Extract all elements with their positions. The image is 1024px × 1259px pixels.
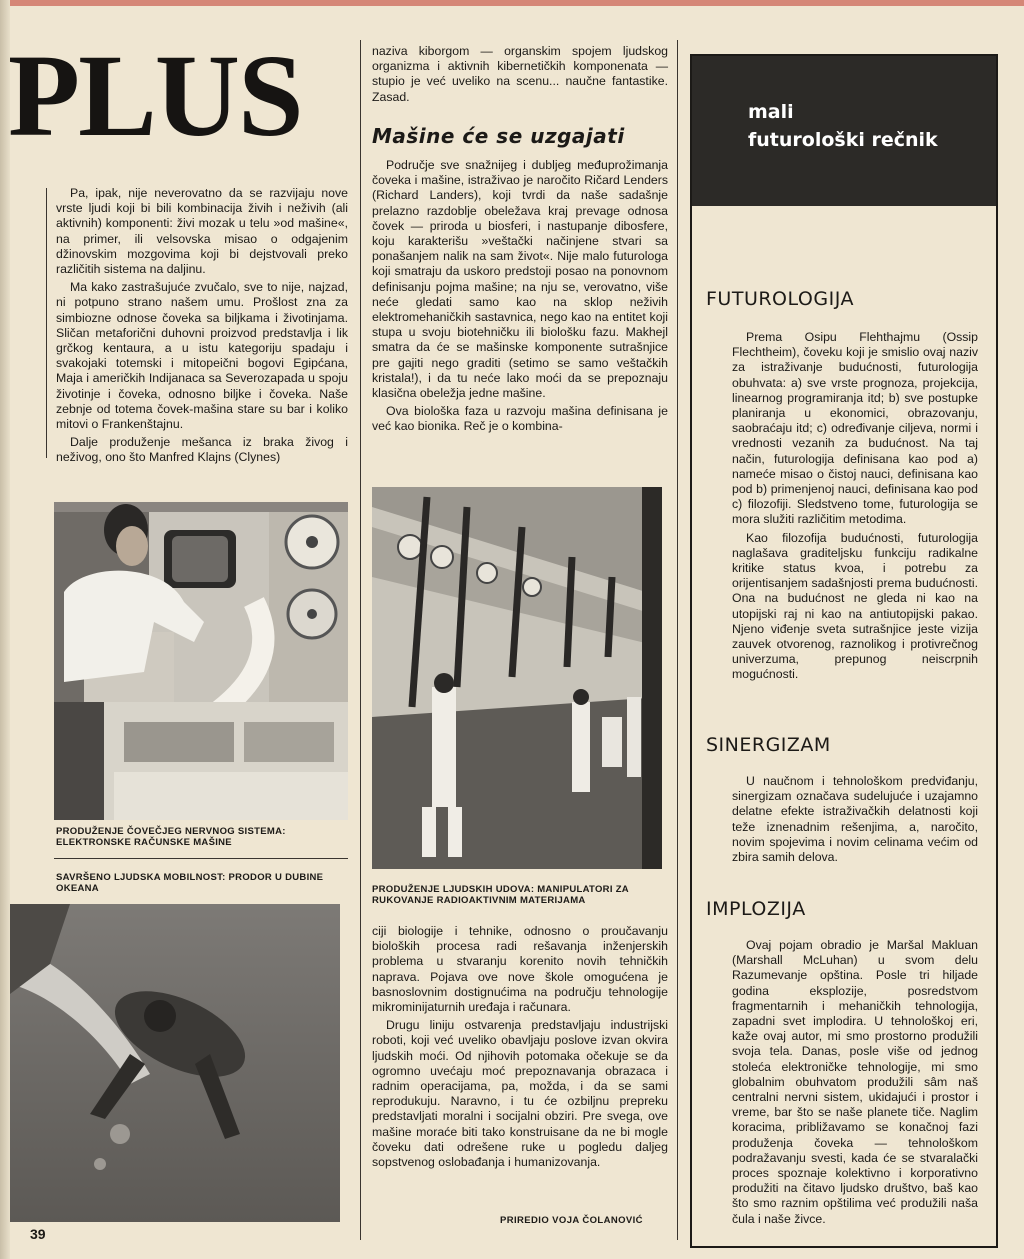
middle-lower-paragraph-1: ciji biologije i tehnike, odnosno o proučavanju bioloških procesa radi rešavanja inženjerskih problema u stvaranju korenito novih tehničkih naprava. Pojava ove nove škole omogućena je basnoslovnim dostignućima na području tehnologije mikrominijaturnih uređaja i računara. [372, 924, 668, 1015]
futurology-glossary-sidebar [690, 54, 998, 1248]
middle-subhead: Mašine će se uzgajati [372, 124, 625, 148]
term-body-implozija [732, 938, 978, 1238]
middle-column-rule [360, 40, 361, 1240]
middle-intro-paragraph: naziva kiborgom — organskim spojem ljudskog organizma i aktivnih kibernetičkih komponenata — stupio je već uveliko na scenu... naučne fantastike. Zasad. [372, 44, 668, 104]
sinergizam-paragraph-1: U naučnom i tehnološkom predviđanju, sinergizam označava sudelujuće i uzajamno delatne efekte istraživačkih delatnosti koji teže iznenadnim rešenjima, a, naročito, novim spojevima i novim celinama većim od zbira samih delova. [732, 774, 978, 865]
top-color-strip [0, 0, 1024, 6]
left-paragraph-3: Dalje produženje mešanca iz braka živog i neživog, ono što Manfred Klajns (Clynes) [56, 435, 348, 465]
middle-upper-text [372, 158, 668, 476]
author-credit: PRIREDIO VOJA ČOLANOVIĆ [500, 1215, 643, 1226]
sidebar-header-line-2: futurološki rečnik [748, 129, 938, 151]
right-column-rule [677, 40, 678, 1240]
futurologija-paragraph-2: Kao filozofija budućnosti, futurologija naglašava graditeljsku funkciju radikalne kritike status kvoa, i potrebu za orijentisanjem sadašnjosti prema budućnosti. Ona na budućnost ne gleda ni kao na utopijski raj ni kao na antiutopijski pakao. Njeno viđenje sveta sutrašnjice jeste vizija zauvek otvorenog, raznolikog i protivrečnog univerzuma, prepunog neiscrpnih mogućnosti. [732, 530, 978, 682]
manipulators-image [372, 487, 662, 869]
page-number: 39 [30, 1226, 46, 1242]
implozija-paragraph-1: Ovaj pojam obradio je Maršal Makluan (Marshall McLuhan) u svom delu Razumevanje opština. Posle tri hiljade godina eksplozije, posredstvom fragmentarnih i mehaničkih tehnologija, zapadni svet implodira. U tehnološkoj eri, kaže ovaj autor, mi smo prostorno produžili svoja tela. Danas, posle više od jednog stoleća elektroničke tehnologije, mi smo globalnim obuhvatom produžili sâm naš centralni nervni sistem, ukidajući i prostor i vreme, bar što se naše planete tiče. Naglim koracima, približavamo se konačnoj fazi produženja čoveka — tehnološkom podražavanju svesti, kada će se stvaralački proces spoznaje kolektivno i korporativno produžiti na čitavo ljudsko društvo, baš kao što smo raznim opštilima već produžili naša čula i naše živce. [732, 938, 978, 1226]
caption-divider [54, 858, 348, 859]
masthead: PLUS [8, 40, 302, 152]
left-column-text [56, 186, 348, 498]
photo-computer-operator [54, 502, 348, 820]
caption-manipulators: PRODUŽENJE LJUDSKIH UDOVA: MANIPULATORI ZA RUKOVANJE RADIOAKTIVNIM MATERIJAMA [372, 884, 629, 906]
diver-image [10, 904, 340, 1222]
caption-diver: SAVRŠENO LJUDSKA MOBILNOST: PRODOR U DUBINE OKEANA [56, 872, 324, 894]
page-binding-edge [0, 0, 10, 1259]
middle-intro-text [372, 44, 668, 120]
term-title-futurologija: FUTUROLOGIJA [706, 288, 854, 310]
middle-paragraph-2: Ova biološka faza u razvoju mašina definisana je već kao bionika. Reč je o kombina- [372, 404, 668, 434]
middle-paragraph-1: Područje sve snažnijeg i dubljeg međuprožimanja čoveka i mašine, istraživao je naročito Ričard Lenders (Richard Landers), koji tvrdi da naše sadašnje prelazno razdoblje obeležava kraj prevage odnosa čovek — priroda u biosferi, i nastupanje dibosfere, koju karakterišu »veštački načinjene stvari sa ponašanjem nalik na sam život«. Nije malo futurologa koji smatraju da uskoro predstoji posao na ponovnom definisanju pojma mašine; na nju se, verovatno, više neće gledati samo kao na sklop neživih elektromehaničkih sastavnica, nego kao na entitet koji stupa u svoju biotehničku ili biološku fazu. Makhejl smatra da će se mašinske komponente sutrašnjice pre gajiti nego graditi (setimo se samo veštačkih kristala!), i da tu neće lako moći da se prepoznaju klasična obeležja jedne mašine. [372, 158, 668, 401]
left-paragraph-1: Pa, ipak, nije neverovatno da se razvijaju nove vrste ljudi koji bi bili kombinacija živih i neživih (ali aktivnih) komponenti: živi mozak u telu »od mašine«, na primer, ili velsovska misao o odgajenim džinovskim mozgovima koji bi dejstvovali preko različitih sistema na daljinu. [56, 186, 348, 277]
sidebar-header-line-1: mali [748, 101, 794, 123]
computer-operator-image [54, 502, 348, 820]
photo-diver [10, 904, 340, 1222]
term-title-implozija: IMPLOZIJA [706, 898, 806, 920]
term-body-futurologija [732, 330, 978, 716]
term-body-sinergizam [732, 774, 978, 886]
middle-lower-paragraph-2: Drugu liniju ostvarenja predstavljaju industrijski roboti, koji već uveliko obavljaju poslove izvan okvira ljudskih moći. Od njihovih potomaka očekuje se da ogromno uvećaju moć prepoznavanja obrazaca i radnim operacijama, pa, možda, i da se sami reprodukuju. Naravno, i tu će ozbiljnu prepreku predstavljati moralni i socijalni obziri. Pre svega, ove mašine moraće biti tako konstruisane da ne bi mogle čoveku dati odrešene ruke u pogledu daljeg sopstvenog oslobađanja i humanizovanja. [372, 1018, 668, 1170]
futurologija-paragraph-1: Prema Osipu Flehthajmu (Ossip Flechtheim), čoveku koji je smislio ovaj naziv za istraživanje budućnosti, futurologija obuhvata: a) sve vrste prognoza, projekcija, linearnog programiranja itd; b) sve postupke planiranja u ekonomici, obrazovanju, saobraćaju itd; c) određivanje ciljeva, normi i vrednosti vezanih za budućnost. Na taj način, futurologija definisana kao pod a) nameće misao o čistoj nauci, definisana kao pod b) primenjenoj nauci, definisana kao pod c) filozofiji. Sledstveno tome, futurologija se mora služiti različitim metodima. [732, 330, 978, 527]
middle-lower-text [372, 924, 668, 1212]
term-title-sinergizam: SINERGIZAM [706, 734, 831, 756]
left-column-rule [46, 188, 47, 458]
caption-computer: PRODUŽENJE ČOVEČJEG NERVNOG SISTEMA: ELEKTRONSKE RAČUNSKE MAŠINE [56, 826, 286, 848]
sidebar-header [692, 56, 996, 206]
photo-manipulators [372, 487, 662, 869]
left-paragraph-2: Ma kako zastrašujuće zvučalo, sve to nije, najzad, ni potpuno strano našem umu. Prošlost zna za simbiozne odnose čoveka sa biljkama i životinjama. Sličan metaforični duhovni proizvod predstavlja i lik grčkog kentaura, a u istu kategoriju spadaju i svakojaki totemski i mitopeični bogovi Egipćana, Maja i američkih Indijanaca sa Severozapada u spoju životinje i čoveka, odnosno biljke i čoveka. Naše zebnje od totema čovek-mašina stare su bar i koliko mitovi o Frankenštajnu. [56, 280, 348, 432]
